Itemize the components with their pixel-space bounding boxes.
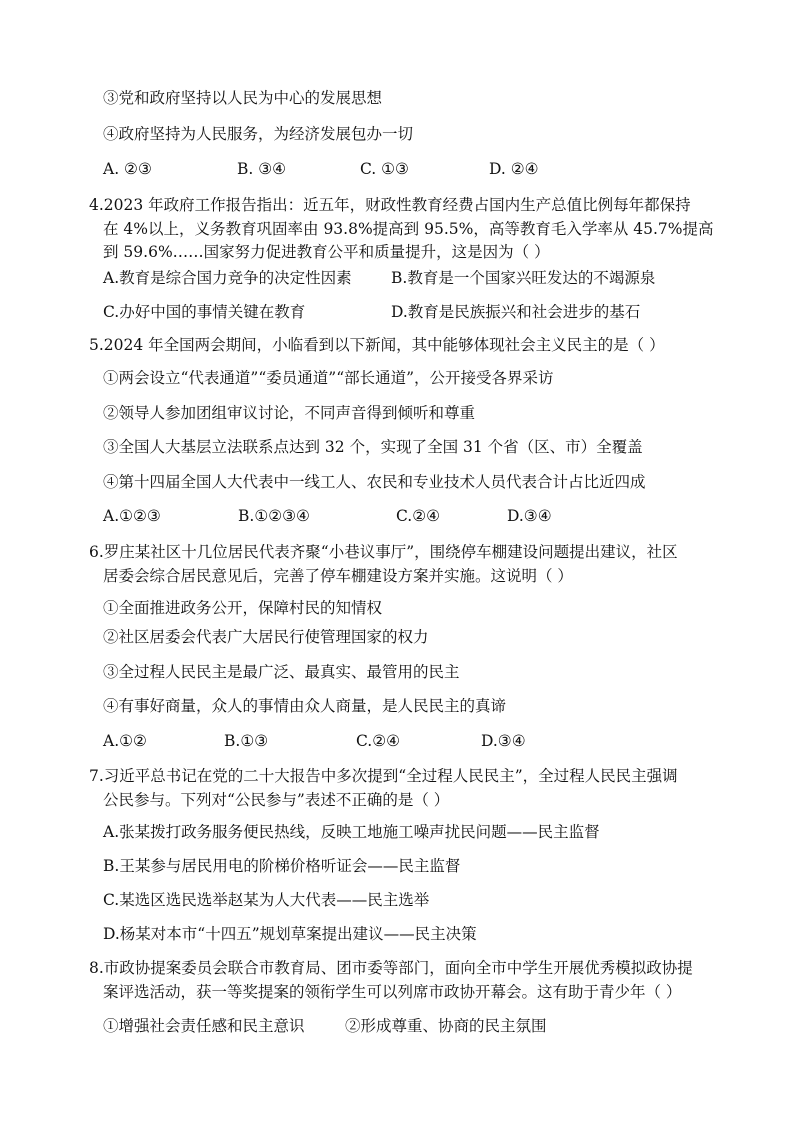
q7-stem-line-1: 7.习近平总书记在党的二十大报告中多次提到“全过程人民民主”，全过程人民民主强调	[89, 767, 678, 785]
q4-stem-line-1: 4.2023 年政府工作报告指出：近五年，财政性教育经费占国内生产总值比例每年都保持	[89, 196, 691, 214]
q3-option-d: D. ②④	[489, 160, 539, 178]
q5-option-a: A.①②③	[103, 507, 161, 525]
q8-item-1: ①增强社会责任感和民主意识	[103, 1017, 305, 1035]
q3-item-4: ④政府坚持为人民服务，为经济发展包办一切	[103, 125, 414, 143]
q5-stem: 5.2024 年全国两会期间，小临看到以下新闻，其中能够体现社会主义民主的是（ ）	[89, 336, 665, 354]
q6-option-b: B.①③	[224, 732, 269, 750]
q8-stem-line-1: 8.市政协提案委员会联合市教育局、团市委等部门，面向全市中学生开展优秀模拟政协提	[89, 959, 693, 977]
q6-item-4: ④有事好商量，众人的事情由众人商量，是人民民主的真谛	[103, 697, 507, 715]
q3-option-a: A. ②③	[103, 160, 152, 178]
q8-stem-line-2: 案评选活动，获一等奖提案的领衔学生可以列席市政协开幕会。这有助于青少年（ ）	[103, 983, 682, 1001]
q5-item-1: ①两会设立“代表通道”“委员通道”“部长通道”，公开接受各界采访	[103, 369, 554, 387]
q4-stem-line-2: 在 4%以上，义务教育巩固率由 93.8%提高到 95.5%，高等教育毛入学率从 45.7%提高	[103, 220, 714, 238]
q6-option-a: A.①②	[103, 732, 147, 750]
q3-option-c: C. ①③	[360, 160, 409, 178]
q3-option-b: B. ③④	[237, 160, 287, 178]
q7-option-d: D.杨某对本市“十四五”规划草案提出建议——民主决策	[103, 925, 477, 943]
q4-option-b: B.教育是一个国家兴旺发达的不竭源泉	[391, 269, 656, 287]
q5-option-c: C.②④	[396, 507, 441, 525]
q8-item-2: ②形成尊重、协商的民主氛围	[345, 1017, 547, 1035]
q6-stem-line-2: 居委会综合居民意见后，完善了停车棚建设方案并实施。这说明（ ）	[103, 567, 573, 585]
q5-item-4: ④第十四届全国人大代表中一线工人、农民和专业技术人员代表合计占比近四成	[103, 473, 646, 491]
q6-item-1: ①全面推进政务公开，保障村民的知情权	[103, 599, 383, 617]
q5-option-b: B.①②③④	[238, 507, 310, 525]
q7-stem-line-2: 公民参与。下列对“公民参与”表述不正确的是（ ）	[103, 791, 450, 809]
q6-option-c: C.②④	[356, 732, 401, 750]
q6-item-3: ③全过程人民民主是最广泛、最真实、最管用的民主	[103, 663, 460, 681]
q4-option-c: C.办好中国的事情关键在教育	[103, 303, 306, 321]
q4-option-d: D.教育是民族振兴和社会进步的基石	[391, 303, 641, 321]
q7-option-b: B.王某参与居民用电的阶梯价格听证会——民主监督	[103, 857, 461, 875]
q5-option-d: D.③④	[507, 507, 552, 525]
q4-stem-line-3: 到 59.6%……国家努力促进教育公平和质量提升，这是因为（ ）	[103, 243, 550, 261]
q6-item-2: ②社区居委会代表广大居民行使管理国家的权力	[103, 628, 429, 646]
q5-item-3: ③全国人大基层立法联系点达到 32 个，实现了全国 31 个省（区、市）全覆盖	[103, 438, 643, 456]
q3-item-3: ③党和政府坚持以人民为中心的发展思想	[103, 89, 383, 107]
q6-stem-line-1: 6.罗庄某社区十几位居民代表齐聚“小巷议事厅”，围绕停车棚建设问题提出建议，社区	[89, 543, 678, 561]
q7-option-a: A.张某拨打政务服务便民热线，反映工地施工噪声扰民问题——民主监督	[103, 823, 600, 841]
q4-option-a: A.教育是综合国力竞争的决定性因素	[103, 269, 352, 287]
q7-option-c: C.某选区选民选举赵某为人大代表——民主选举	[103, 891, 430, 909]
q5-item-2: ②领导人参加团组审议讨论，不同声音得到倾听和尊重	[103, 404, 476, 422]
q6-option-d: D.③④	[481, 732, 526, 750]
